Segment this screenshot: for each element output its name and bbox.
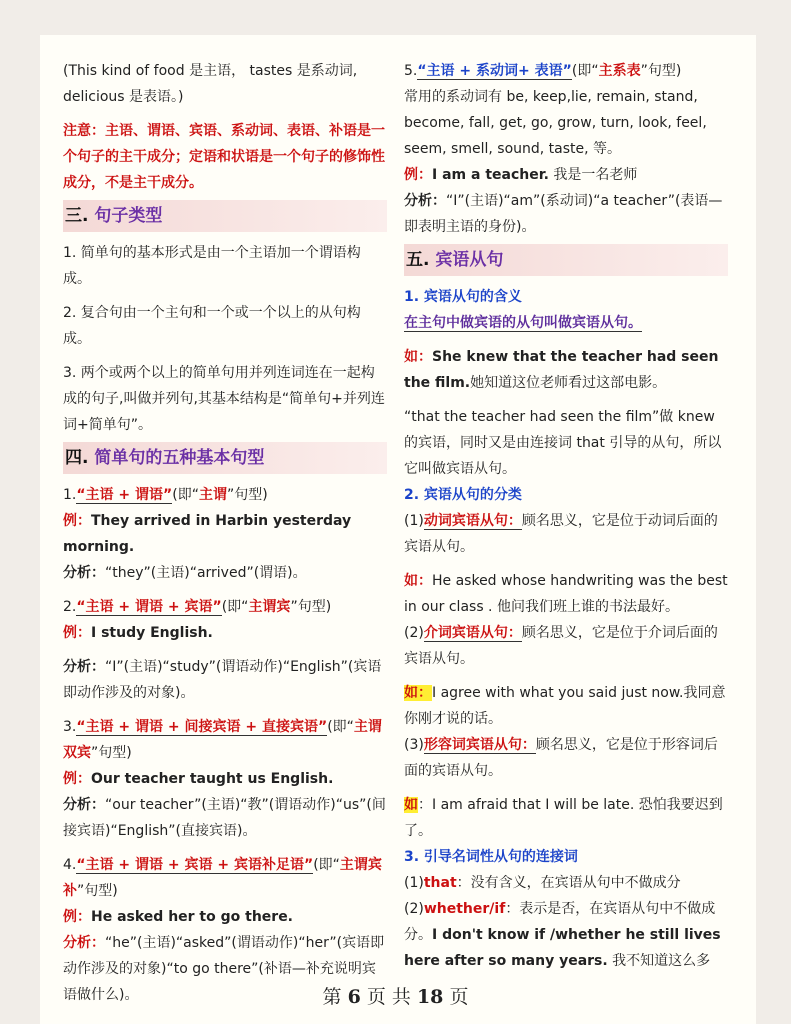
- linking-verbs: 常用的系动词有 be, keep,lie, remain, stand, become, fall, get, go, grow, turn, look, feel, seem, smell, sound, taste, 等。: [404, 89, 707, 157]
- left-column: [63, 58, 387, 1008]
- pattern-formula: “主语 + 谓语 + 宾语”: [76, 599, 222, 615]
- pattern-3: [63, 714, 387, 766]
- class-num: (1): [404, 513, 424, 529]
- example-sentence: I don't know if /whether he still lives here after so many years.: [404, 927, 721, 969]
- conj-word: whether/if: [423, 901, 506, 917]
- section-number: 五.: [406, 250, 430, 270]
- analysis-text: “I”(主语)“am”(系动词)“a teacher”(表语—即表明主语的身份)。: [404, 193, 723, 235]
- paragraph: 3. 两个或两个以上的简单句用并列连词连在一起构成的句子,叫做并列句,其基本结构是“简单句+并列连词+简单句”。: [63, 365, 385, 433]
- subheading-3: 3. 引导名词性从句的连接词: [404, 849, 578, 865]
- footer-text: 第: [322, 986, 342, 1008]
- class-2-example: [404, 680, 728, 732]
- section-4-heading: [63, 442, 387, 474]
- pattern-4: [63, 852, 387, 904]
- analysis-label: 分析：: [63, 659, 105, 675]
- conj-1: [404, 870, 728, 896]
- example-2: [63, 620, 387, 646]
- section-title: 宾语从句: [435, 250, 504, 270]
- conj-word: that: [423, 875, 457, 891]
- example-sentence: She knew that the teacher had seen the film.: [404, 349, 719, 391]
- footer-text: 页: [449, 986, 469, 1008]
- pattern-text: ”句型): [226, 487, 268, 503]
- subheading-1: 1. 宾语从句的含义: [404, 289, 522, 305]
- pattern-num: 2.: [63, 599, 77, 615]
- class-desc: 顾名思义，它是位于动词后面的宾语从句。: [404, 513, 718, 555]
- pattern-text: ”句型): [290, 599, 332, 615]
- example-sentence: I study English.: [91, 625, 213, 641]
- analysis-3: [63, 792, 387, 844]
- example-label: 例：: [63, 771, 91, 787]
- class-desc: 顾名思义，它是位于介词后面的宾语从句。: [404, 625, 718, 667]
- subheading-2: 2. 宾语从句的分类: [404, 487, 522, 503]
- example-3: [63, 766, 387, 792]
- class-1-example: [404, 568, 728, 620]
- analysis-text: “I”(主语)“study”(谓语动作)“English”(宾语即动作涉及的对象)。: [63, 659, 382, 701]
- pattern-formula: “主语 + 系动词+ 表语”: [417, 63, 572, 79]
- class-name: 形容词宾语从句：: [423, 737, 536, 753]
- class-name: 动词宾语从句：: [423, 513, 522, 529]
- pattern-text: (即“: [327, 719, 354, 735]
- class-name: 介词宾语从句：: [423, 625, 522, 641]
- pattern-num: 5.: [404, 63, 418, 79]
- example-sentence: He asked whose handwriting was the best in our class . 他问我们班上谁的书法最好。: [404, 573, 728, 615]
- pattern-2: [63, 594, 387, 620]
- analysis-2: [63, 654, 387, 706]
- section-title: 句子类型: [94, 206, 163, 226]
- analysis-label: 分析：: [404, 193, 446, 209]
- section-number: 四.: [65, 448, 89, 468]
- analysis-text: “they”(主语)“arrived”(谓语)。: [105, 565, 307, 581]
- pattern-num: 1.: [63, 487, 77, 503]
- definition: [404, 310, 728, 336]
- example-5: [404, 162, 728, 188]
- pattern-formula: “主语 + 谓语 + 间接宾语 + 直接宾语”: [76, 719, 328, 735]
- class-3-example: [404, 792, 728, 844]
- pattern-text: ”句型): [77, 883, 118, 899]
- class-desc: 顾名思义，它是位于形容词后面的宾语从句。: [404, 737, 718, 779]
- section-number: 三.: [65, 206, 89, 226]
- pattern-short: 主谓双宾: [63, 719, 382, 761]
- example-note: (This kind of food 是主语， tastes 是系动词, delicious 是表语。): [63, 63, 358, 105]
- pattern-1: [63, 482, 387, 508]
- page-number: 6: [347, 986, 361, 1008]
- pattern-short: 主谓宾补: [63, 857, 382, 899]
- pattern-text: ”句型): [91, 745, 132, 761]
- analysis-5: [404, 188, 728, 240]
- example-sentence: I am a teacher.: [432, 167, 549, 183]
- right-column: [404, 58, 728, 974]
- section-title: 简单句的五种基本句型: [94, 448, 265, 468]
- conj-desc: ：没有含义，在宾语从句中不做成分: [456, 875, 681, 891]
- example-sentence: He asked her to go there.: [91, 909, 294, 925]
- pattern-short: 主系表: [598, 63, 641, 79]
- analysis-label: 分析：: [63, 565, 105, 581]
- pattern-text: ”句型): [640, 63, 682, 79]
- class-2: [404, 620, 728, 672]
- example-label: 如：: [404, 573, 432, 589]
- explanation: “that the teacher had seen the film”做 knew 的宾语，同时又是由连接词 that 引导的从句，所以它叫做宾语从句。: [404, 409, 722, 477]
- pattern-text: (即“: [172, 487, 199, 503]
- page-footer: [0, 982, 791, 1009]
- analysis-1: [63, 560, 387, 586]
- paragraph: 2. 复合句由一个主句和一个或一个以上的从句构成。: [63, 305, 361, 347]
- example-label: 例：: [63, 625, 91, 641]
- conj-2: [404, 896, 728, 974]
- class-3: [404, 732, 728, 784]
- conj-num: (2): [404, 901, 424, 917]
- analysis-text: “he”(主语)“asked”(谓语动作)“her”(宾语即动作涉及的对象)“to go there”(补语—补充说明宾语做什么)。: [63, 935, 385, 1003]
- example-label: 如: [404, 797, 418, 813]
- example-label: 例：: [63, 909, 91, 925]
- pattern-formula: “主语 + 谓语”: [76, 487, 173, 503]
- example-label: 例：: [404, 167, 432, 183]
- section-5-heading: [404, 244, 728, 276]
- example-object-clause: [404, 344, 728, 396]
- pattern-text: (即“: [571, 63, 599, 79]
- footer-text: 页 共: [366, 986, 411, 1008]
- class-1: [404, 508, 728, 560]
- example-1: [63, 508, 387, 560]
- example-sentence: ：I am afraid that I will be late. 恐怕我要迟到了。: [404, 797, 723, 839]
- example-label: 如：: [404, 349, 432, 365]
- section-3-heading: [63, 200, 387, 232]
- note-text: 注意：主语、谓语、宾语、系动词、表语、补语是一个句子的主干成分；定语和状语是一个句子的修饰性成分，不是主干成分。: [63, 123, 385, 191]
- example-translation: 我不知道这么多: [607, 953, 711, 969]
- pattern-text: (即“: [313, 857, 340, 873]
- conj-desc: ：表示是否，在宾语从句中不做成分。: [404, 901, 716, 943]
- example-label: 例：: [63, 513, 91, 529]
- example-4: [63, 904, 387, 930]
- example-sentence: They arrived in Harbin yesterday morning.: [63, 513, 352, 555]
- class-num: (2): [404, 625, 424, 641]
- pattern-num: 3.: [63, 719, 77, 735]
- pattern-text: (即“: [221, 599, 249, 615]
- conj-num: (1): [404, 875, 424, 891]
- example-sentence: Our teacher taught us English.: [91, 771, 334, 787]
- analysis-text: “our teacher”(主语)“教”(谓语动作)“us”(间接宾语)“English”(直接宾语)。: [63, 797, 386, 839]
- analysis-label: 分析：: [63, 797, 105, 813]
- example-translation: 我是一名老师: [548, 167, 638, 183]
- example-label: 如：: [404, 685, 432, 701]
- example-sentence: I agree with what you said just now.我同意你刚才说的话。: [404, 685, 726, 727]
- example-translation: 她知道这位老师看过这部电影。: [470, 375, 667, 391]
- pattern-formula: “主语 + 谓语 + 宾语 + 宾语补足语”: [76, 857, 314, 873]
- definition-text: 在主句中做宾语的从句叫做宾语从句。: [404, 315, 642, 331]
- class-num: (3): [404, 737, 424, 753]
- pattern-short: 主谓: [198, 487, 227, 503]
- pattern-num: 4.: [63, 857, 77, 873]
- pattern-5: [404, 58, 728, 84]
- pattern-short: 主谓宾: [248, 599, 291, 615]
- page-total: 18: [416, 986, 444, 1008]
- paragraph: 1. 简单句的基本形式是由一个主语加一个谓语构成。: [63, 245, 361, 287]
- analysis-label: 分析：: [63, 935, 105, 951]
